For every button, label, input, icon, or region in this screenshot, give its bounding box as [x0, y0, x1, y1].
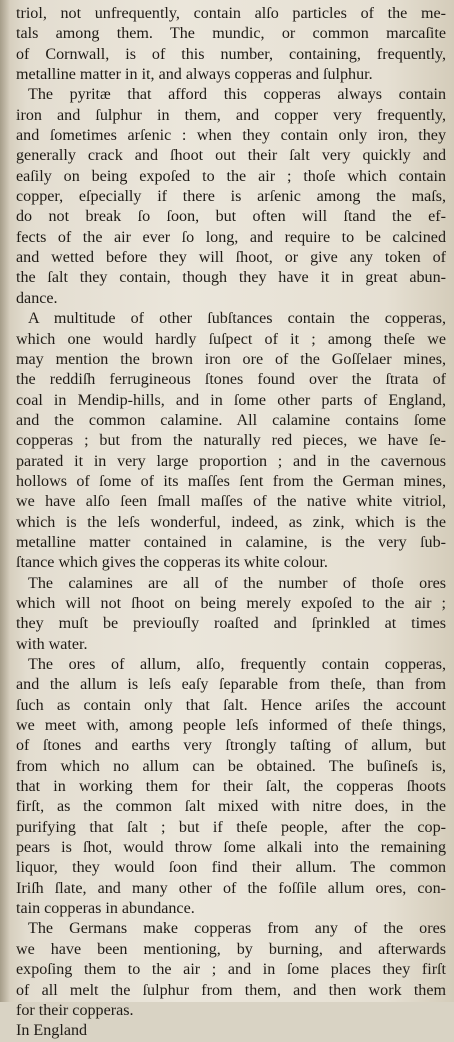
- text-line: liquor, they would ſoon find their allum. The common: [16, 859, 446, 877]
- text-line: and the allum is leſs eaſy ſeparable from theſe, than from: [16, 676, 446, 694]
- text-line: purifying that ſalt ; but if theſe people, after the cop-: [16, 818, 446, 836]
- text-line: firſt, as the common ſalt mixed with nitre does, in the: [16, 798, 446, 816]
- text-line: copper, eſpecially if there is arſenic among the maſs,: [16, 188, 446, 206]
- text-line: generally crack and ſhoot out their ſalt very quickly and: [16, 147, 446, 165]
- paragraph: [16, 4, 446, 85]
- text-line: which will not ſhoot on being merely expoſed to the air ;: [16, 594, 446, 612]
- text-line: Iriſh ſlate, and many other of the foſſile allum ores, con-: [16, 879, 446, 897]
- text-line: and wetted before they will ſhoot, or give any token of: [16, 249, 446, 267]
- paragraph: [16, 919, 446, 1041]
- text-line: expoſing them to the air ; and in ſome places they firſt: [16, 961, 446, 979]
- text-line: coal in Mendip-hills, and in ſome other parts of England,: [16, 391, 446, 409]
- text-line: hollows of ſome of its maſſes ſent from the German mines,: [16, 472, 446, 490]
- text-line: from which no allum can be obtained. The buſineſs is,: [16, 757, 446, 775]
- text-line: The pyritæ that afford this copperas always contain: [28, 86, 446, 104]
- text-line: fects of the air ever ſo long, and require to be calcined: [16, 228, 446, 246]
- text-line: iron and ſulphur in them, and copper very frequently,: [16, 106, 446, 124]
- text-line: The Germans make copperas from any of the ores: [28, 920, 446, 938]
- text-line: which one would hardly ſuſpect of it ; among theſe we: [16, 330, 446, 348]
- text-line: In England: [16, 1022, 88, 1040]
- text-line: for their copperas.: [16, 1001, 134, 1019]
- text-line: of Cornwall, is of this number, containing, frequently,: [16, 45, 446, 63]
- text-line: metalline matter contained in calamine, is the very ſub-: [16, 533, 446, 551]
- text-line: and the common calamine. All calamine contains ſome: [16, 411, 446, 429]
- text-line: we have been mentioning, by burning, and afterwards: [16, 940, 446, 958]
- text-line: A multitude of other ſubſtances contain the copperas,: [28, 310, 446, 328]
- text-line: of ſtones and earths very ſtrongly taſting of allum, but: [16, 737, 446, 755]
- text-line: with water.: [16, 635, 88, 653]
- text-line: the ſalt they contain, though they have it in great abun-: [16, 269, 446, 287]
- text-column: [16, 4, 446, 1042]
- text-line: which is the leſs wonderful, indeed, as zink, which is the: [16, 513, 446, 531]
- text-line: triol, not unfrequently, contain alſo particles of the me-: [16, 5, 446, 22]
- text-line: The ores of allum, alſo, frequently contain copperas,: [28, 656, 446, 673]
- text-line: metalline matter in it, and always copperas and ſulphur.: [16, 66, 373, 84]
- text-line: may mention the brown iron ore of the Goſſelaer mines,: [16, 350, 446, 368]
- text-line: of all melt the ſulphur from them, and then work them: [16, 981, 446, 999]
- paragraph: [16, 574, 446, 655]
- paragraph: [16, 85, 446, 309]
- paragraph: [16, 655, 446, 919]
- text-line: we have alſo ſeen ſmall maſſes of the native white vitriol,: [16, 493, 446, 511]
- text-line: The calamines are all of the number of thoſe ores: [28, 574, 446, 592]
- text-line: eaſily on being expoſed to the air ; thoſe which contain: [16, 167, 446, 185]
- text-line: ſtance which gives the copperas its white colour.: [16, 554, 328, 572]
- text-line: the reddiſh ferrugineous ſtones found over the ſtrata of: [16, 371, 446, 389]
- text-line: parated it in very large proportion ; and in the cavernous: [16, 452, 446, 470]
- text-line: and ſometimes arſenic : when they contain only iron, they: [16, 127, 446, 145]
- text-line: tain copperas in abundance.: [16, 900, 195, 918]
- text-line: pears is ſhot, would throw ſome alkali into the remaining: [16, 839, 446, 857]
- text-line: dance.: [16, 289, 58, 307]
- text-line: tals among them. The mundic, or common marcaſite: [16, 25, 446, 43]
- text-line: that in working them for their ſalt, the copperas ſhoots: [16, 778, 446, 796]
- text-line: ſuch as contain only that ſalt. Hence ariſes the account: [16, 696, 446, 714]
- text-line: we meet with, among people leſs informed of theſe things,: [16, 717, 446, 735]
- text-line: they muſt be previouſly roaſted and ſprinkled at times: [16, 615, 446, 633]
- text-line: copperas ; but from the naturally red pieces, we have ſe-: [16, 432, 446, 450]
- paragraph: [16, 309, 446, 573]
- text-line: do not break ſo ſoon, but often will ſtand the ef-: [16, 208, 446, 226]
